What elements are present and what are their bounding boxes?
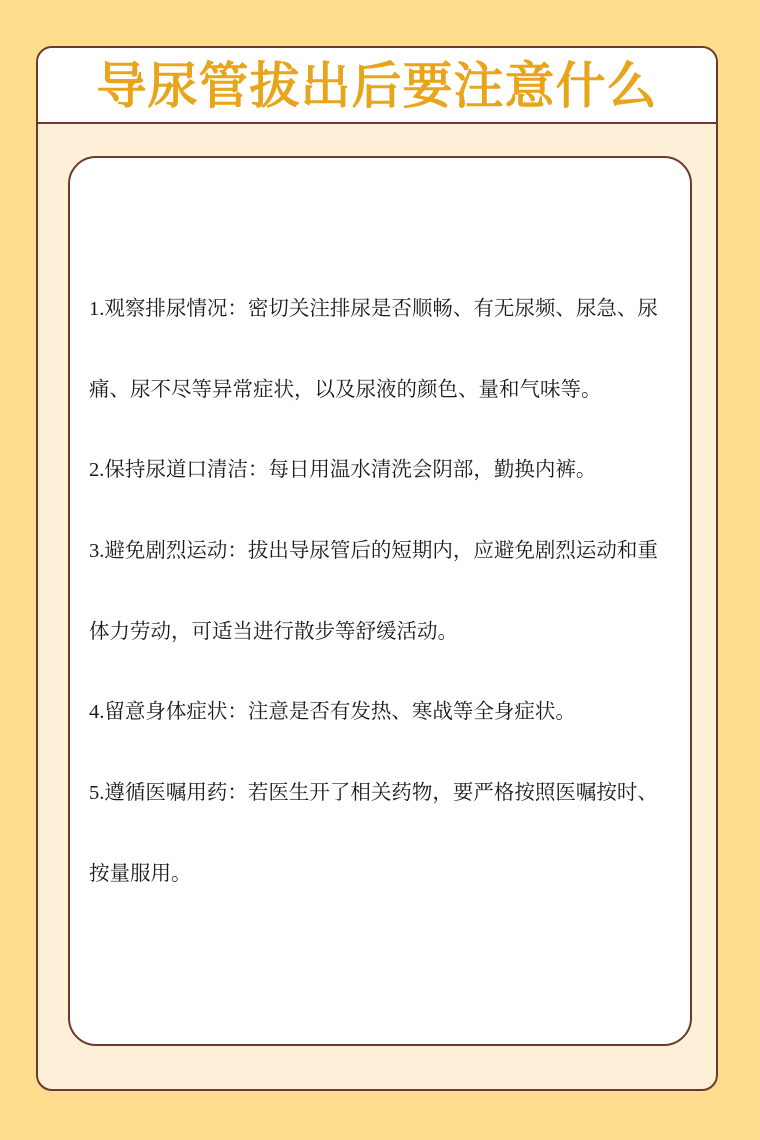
content-panel (68, 156, 692, 1046)
item-number: 5. (89, 782, 105, 804)
item-text: 保持尿道口清洁：每日用温水清洗会阴部，勤换内裤。 (104, 457, 597, 481)
item-number: 2. (89, 459, 105, 481)
item-number: 3. (89, 540, 105, 562)
item-number: 4. (89, 701, 105, 723)
item-text: 观察排尿情况：密切关注排尿是否顺畅、有无尿频、尿急、尿痛、尿不尽等异常症状，以及尿液的颜色、量和气味等。 (89, 296, 658, 401)
info-card (36, 46, 718, 1091)
item-number: 1. (89, 298, 105, 320)
title-bar (38, 48, 716, 124)
item-text: 避免剧烈运动：拔出导尿管后的短期内，应避免剧烈运动和重体力劳动，可适当进行散步等舒缓活动。 (89, 538, 658, 643)
list-item-1 (89, 268, 676, 429)
list-item-4 (89, 671, 676, 752)
item-text: 遵循医嘱用药：若医生开了相关药物，要严格按照医嘱按时、按量服用。 (89, 780, 658, 885)
list-item-3 (89, 510, 676, 671)
list-item-5 (89, 752, 676, 913)
page-title: 导尿管拔出后要注意什么 (96, 57, 658, 115)
list-item-2 (89, 429, 676, 510)
item-text: 留意身体症状：注意是否有发热、寒战等全身症状。 (104, 699, 576, 723)
